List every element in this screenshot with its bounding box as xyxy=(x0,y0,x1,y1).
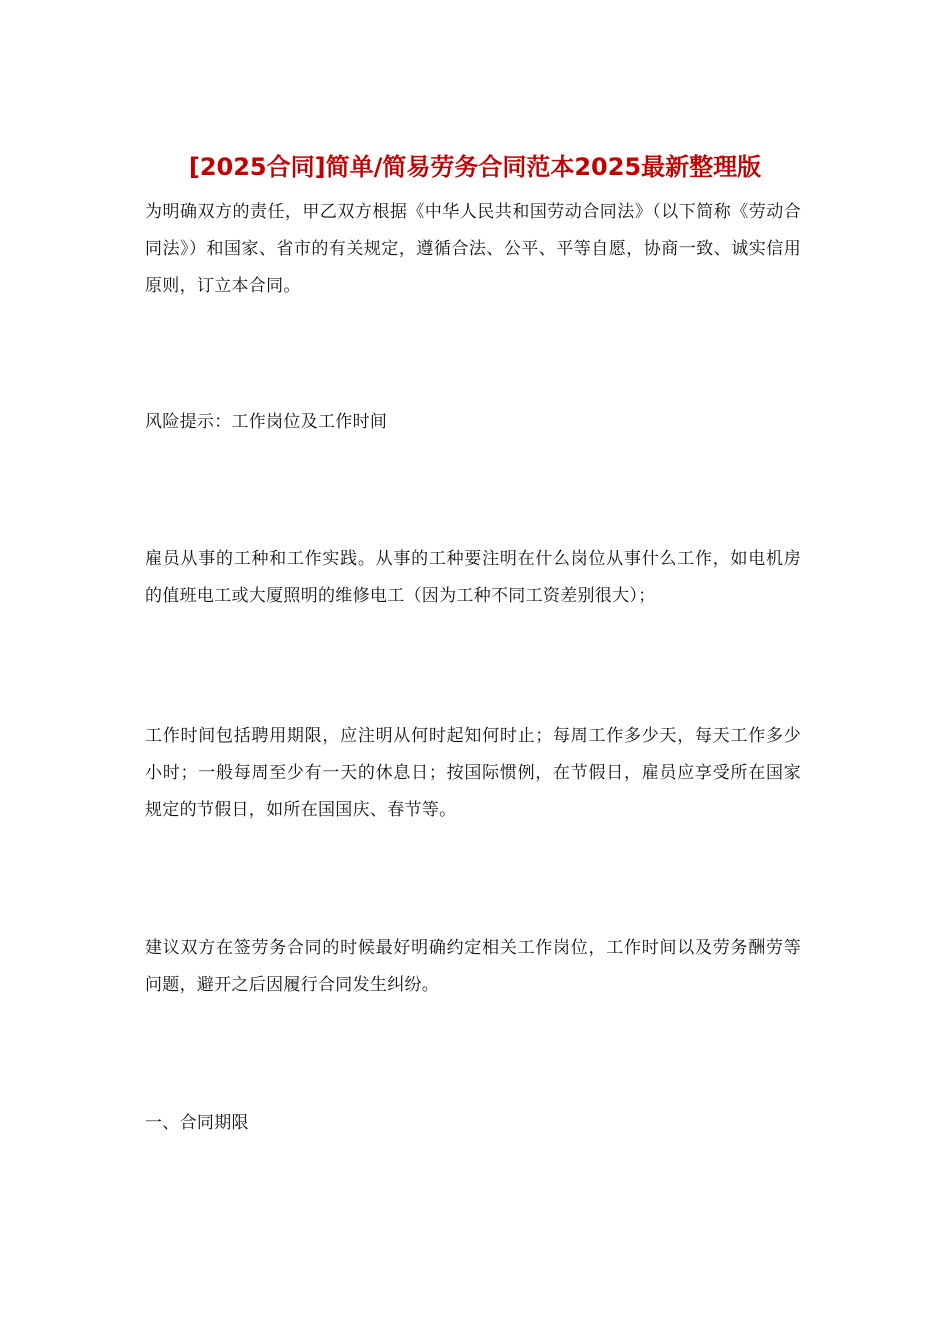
risk-heading: 风险提示：工作岗位及工作时间 xyxy=(145,412,388,432)
work-time-paragraph: 工作时间包括聘用期限，应注明从何时起知何时止；每周工作多少天，每天工作多少小时；一般每周至少有一天的休息日；按国际惯例，在节假日，雇员应享受所在国家规定的节假日，如所在国国庆、春节等。 xyxy=(145,726,801,820)
document-title: [2025合同]简单/简易劳务合同范本2025最新整理版 xyxy=(188,153,762,181)
intro-paragraph: 为明确双方的责任，甲乙双方根据《中华人民共和国劳动合同法》（以下简称《劳动合同法》）和国家、省市的有关规定，遵循合法、公平、平等自愿，协商一致、诚实信用原则，订立本合同。 xyxy=(145,202,801,296)
section-heading-contract-term: 一、合同期限 xyxy=(145,1113,249,1133)
job-type-paragraph: 雇员从事的工种和工作实践。从事的工种要注明在什么岗位从事什么工作，如电机房的值班电工或大厦照明的维修电工（因为工种不同工资差别很大）； xyxy=(145,549,801,606)
advice-paragraph: 建议双方在签劳务合同的时候最好明确约定相关工作岗位，工作时间以及劳务酬劳等问题，避开之后因履行合同发生纠纷。 xyxy=(145,938,801,995)
